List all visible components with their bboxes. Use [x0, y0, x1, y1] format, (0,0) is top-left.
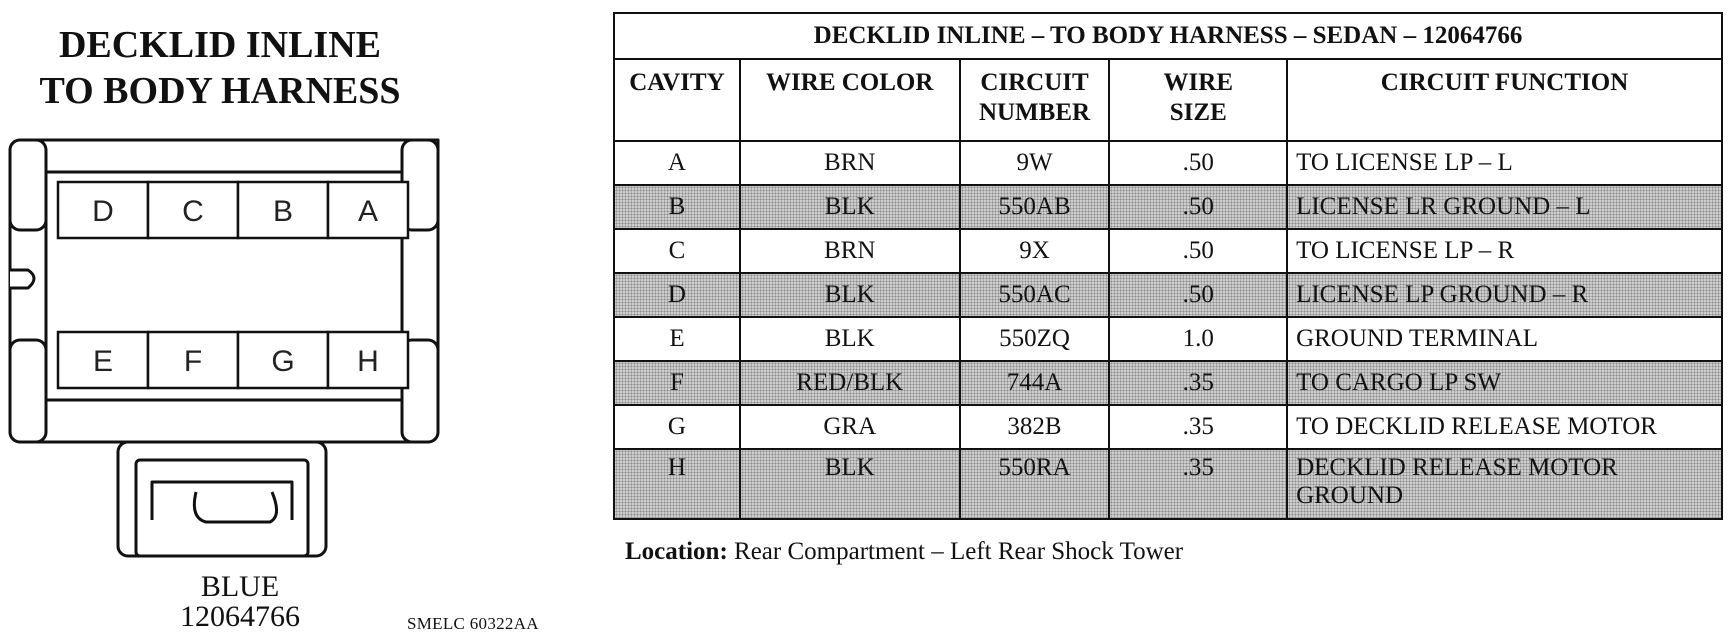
left-latch-top [10, 140, 46, 230]
cell-wire-size: .35 [1109, 405, 1287, 449]
cell-cavity: E [614, 317, 740, 361]
cell-wire-color: BLK [740, 185, 960, 229]
pinout-table [613, 12, 1723, 520]
cell-circuit-number: 382B [960, 405, 1110, 449]
cell-cavity: A [614, 141, 740, 185]
cell-circuit-function: TO CARGO LP SW [1287, 361, 1722, 405]
connector-title-line2: TO BODY HARNESS [39, 70, 401, 112]
pin-label-d: D [92, 195, 114, 228]
cell-circuit-function: TO LICENSE LP – L [1287, 141, 1722, 185]
cell-wire-size: .50 [1109, 229, 1287, 273]
cell-wire-color: BLK [740, 273, 960, 317]
cell-wire-size: .50 [1109, 273, 1287, 317]
table-row [614, 141, 1722, 185]
cell-circuit-function: GROUND TERMINAL [1287, 317, 1722, 361]
header-circuit-number [960, 59, 1110, 141]
cell-circuit-number: 550RA [960, 449, 1110, 519]
cell-wire-size: .35 [1109, 361, 1287, 405]
cell-cavity: H [614, 449, 740, 519]
connector-part-number: 12064766 [180, 600, 300, 633]
cell-circuit-number: 9X [960, 229, 1110, 273]
cell-circuit-number: 9W [960, 141, 1110, 185]
table-row [614, 405, 1722, 449]
cell-circuit-function: TO DECKLID RELEASE MOTOR [1287, 405, 1722, 449]
cell-wire-size: 1.0 [1109, 317, 1287, 361]
header-wire-color: WIRE COLOR [740, 59, 960, 141]
pin-label-f: F [183, 345, 203, 378]
pin-label-h: H [357, 345, 379, 378]
location-label: Location: [625, 538, 728, 565]
table-row [614, 317, 1722, 361]
table-row [614, 185, 1722, 229]
cell-circuit-function: LICENSE LP GROUND – R [1287, 273, 1722, 317]
cell-wire-size: .50 [1109, 185, 1287, 229]
lock-tab-inner [136, 460, 308, 556]
cell-circuit-function: DECKLID RELEASE MOTOR GROUND [1287, 449, 1722, 519]
pin-label-a: A [357, 195, 379, 228]
cell-wire-size: .50 [1109, 141, 1287, 185]
connector-title-line1: DECKLID INLINE [58, 24, 382, 66]
table-row [614, 361, 1722, 405]
cell-wire-color: BLK [740, 317, 960, 361]
header-circuit-function: CIRCUIT FUNCTION [1287, 59, 1722, 141]
cell-cavity: G [614, 405, 740, 449]
left-key-notch [10, 270, 34, 288]
left-latch-bottom [10, 340, 46, 442]
cell-circuit-function: TO LICENSE LP – R [1287, 229, 1722, 273]
drawing-code: SMELC 60322AA [407, 614, 539, 633]
pin-label-c: C [182, 195, 204, 228]
cell-cavity: B [614, 185, 740, 229]
header-circuit-number-line1: CIRCUIT [980, 69, 1089, 96]
table-header-row [614, 59, 1722, 141]
header-cavity: CAVITY [614, 59, 740, 141]
header-wire-size [1109, 59, 1287, 141]
cell-wire-size: .35 [1109, 449, 1287, 519]
cell-wire-color: BRN [740, 141, 960, 185]
cell-wire-color: BRN [740, 229, 960, 273]
table-row [614, 229, 1722, 273]
cell-circuit-number: 550AB [960, 185, 1110, 229]
location-note [625, 538, 1183, 566]
cell-circuit-function: LICENSE LR GROUND – L [1287, 185, 1722, 229]
cell-cavity: F [614, 361, 740, 405]
table-row [614, 449, 1722, 519]
pin-label-b: B [272, 195, 294, 228]
header-circuit-number-line2: NUMBER [978, 99, 1091, 126]
cell-wire-color: BLK [740, 449, 960, 519]
connector-color: BLUE [200, 570, 280, 603]
cell-circuit-number: 744A [960, 361, 1110, 405]
table-title: DECKLID INLINE – TO BODY HARNESS – SEDAN – 12064766 [614, 13, 1722, 59]
location-text: Rear Compartment – Left Rear Shock Tower [734, 538, 1184, 565]
header-wire-size-line1: WIRE [1163, 69, 1233, 96]
pin-label-e: E [92, 345, 114, 378]
connector-title [10, 22, 430, 114]
cell-cavity: C [614, 229, 740, 273]
table-row [614, 273, 1722, 317]
cell-circuit-number: 550ZQ [960, 317, 1110, 361]
cell-cavity: D [614, 273, 740, 317]
header-wire-size-line2: SIZE [1169, 99, 1227, 126]
cell-circuit-number: 550AC [960, 273, 1110, 317]
cell-wire-color: RED/BLK [740, 361, 960, 405]
pin-label-g: G [271, 345, 295, 378]
connector-face-diagram [0, 130, 440, 570]
cell-wire-color: GRA [740, 405, 960, 449]
